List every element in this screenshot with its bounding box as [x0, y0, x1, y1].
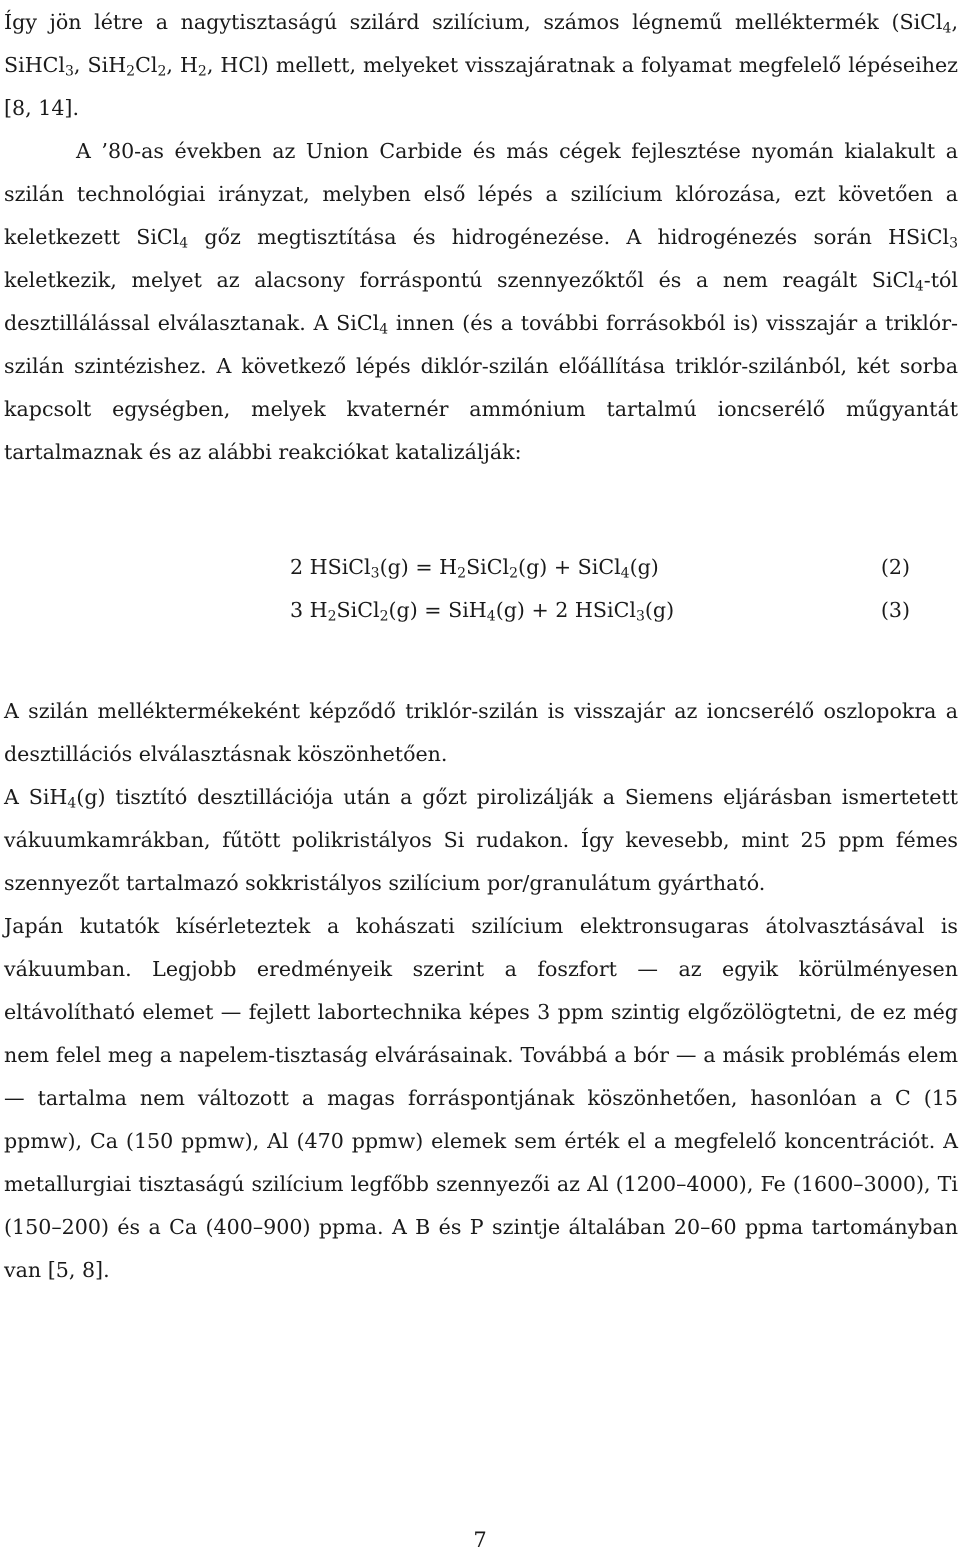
subscript: 2	[197, 63, 207, 80]
text-run: Így jön létre a nagytisztaságú szilárd szilícium, számos légnemű melléktermék (SiCl	[4, 10, 943, 34]
text-run: keletkezik, melyet az alacsony forráspontú szennyezőktől és a nem reagált SiCl	[4, 268, 915, 292]
text-run: A ’80-as években az Union Carbide és más cégek fejlesztése nyomán kialakult a szilán technológiai irányzat, melyben első lépés a szilícium klórozása, ezt követően a keletkezett SiCl	[4, 139, 958, 249]
subscript: 4	[486, 608, 496, 625]
subscript: 2	[126, 63, 136, 80]
equation-block	[4, 546, 958, 640]
paragraph-3: A szilán melléktermékeként képződő triklór-szilán is visszajár az ioncserélő oszlopokra a desztillációs elválasztásnak köszönhetően.	[4, 699, 958, 766]
text-run: A SiH	[4, 785, 68, 809]
page-number: 7	[473, 1528, 487, 1552]
text-run: , HCl) mellett, melyeket visszajáratnak a folyamat megfelelő lépéseihez [8, 14].	[4, 53, 959, 120]
subscript: 3	[949, 235, 958, 252]
subscript: 4	[67, 795, 77, 812]
spacer	[4, 640, 958, 690]
equation-text: (g) + SiCl	[518, 555, 621, 579]
subscript: 2	[509, 565, 519, 582]
paragraph-1	[4, 0, 958, 130]
subscript: 4	[942, 20, 952, 37]
subscript: 3	[370, 565, 380, 582]
spacer	[4, 474, 958, 546]
equation-text: (g)	[629, 555, 659, 579]
equation-text: SiCl	[466, 555, 510, 579]
equation-text: 2 HSiCl	[290, 555, 371, 579]
subscript: 2	[457, 565, 467, 582]
subscript: 2	[157, 63, 167, 80]
subscript: 3	[65, 63, 74, 80]
equation-text: 3 H	[290, 598, 328, 622]
text-run: , SiHCl	[4, 10, 958, 77]
text-run: gőz megtisztítása és hidrogénezése. A hidrogénezés során HSiCl	[188, 225, 950, 249]
equation-text: SiCl	[336, 598, 380, 622]
equation-text: (g)	[644, 598, 675, 622]
paragraph-2	[4, 130, 958, 474]
text-run: , H	[166, 53, 198, 77]
subscript: 2	[327, 608, 337, 625]
subscript: 4	[914, 278, 924, 295]
document-page	[4, 0, 958, 1292]
subscript: 2	[379, 608, 389, 625]
equation-3	[290, 589, 910, 632]
equation-number: (2)	[880, 555, 910, 579]
text-run: (g) tisztító desztillációja után a gőzt pirolizálják a Siemens eljárásban ismertetett vákuumkamrákban, fűtött polikristályos Si rudakon. Így kevesebb, mint 25 ppm fémes szennyezőt tartalmazó sokkristályos szilícium por/granulátum gyártható.	[4, 785, 958, 895]
text-run: innen (és a további forrásokból is) visszajár a triklór-szilán szintézishez. A következő lépés diklór-szilán előállítása triklór-szilánból, két sorba kapcsolt egységben, melyek kvaternér ammónium tartalmú ioncserélő műgyantát tartalmaznak és az alábbi reakciókat katalizálják:	[4, 311, 959, 464]
text-run: Cl	[135, 53, 158, 77]
subscript: 3	[635, 608, 645, 625]
paragraph-5: Japán kutatók kísérleteztek a kohászati szilícium elektronsugaras átolvasztásával is vákuumban. Legjobb eredményeik szerint a foszfort — az egyik körülményesen eltávolítható elemet — fejlett labortechnika képes 3 ppm szintig elgőzölögtetni, de ez még nem felel meg a napelem-tisztaság elvárásainak. Továbbá a bór — a másik problémás elem — tartalma nem változott a magas forráspontjának köszönhetően, hasonlóan a C (15 ppmw), Ca (150 ppmw), Al (470 ppmw) elemek sem érték el a megfelelő koncentrációt. A metallurgiai tisztaságú szilícium legfőbb szennyezői az Al (1200–4000), Fe (1600–3000), Ti (150–200) és a Ca (400–900) ppma. A B és P szintje általában 20–60 ppma tartományban van [5, 8].	[4, 914, 958, 1282]
subscript: 4	[379, 321, 389, 338]
equation-text: (g) = H	[379, 555, 458, 579]
equation-number: (3)	[880, 598, 910, 622]
subscript: 4	[179, 235, 189, 252]
text-run: , SiH	[73, 53, 127, 77]
subscript: 4	[620, 565, 630, 582]
equation-2	[290, 546, 910, 589]
equation-text: (g) = SiH	[388, 598, 487, 622]
text-run: -tól desztillálással elválasztanak. A SiCl	[4, 268, 958, 335]
paragraph-4	[4, 776, 958, 905]
equation-text: (g) + 2 HSiCl	[495, 598, 636, 622]
